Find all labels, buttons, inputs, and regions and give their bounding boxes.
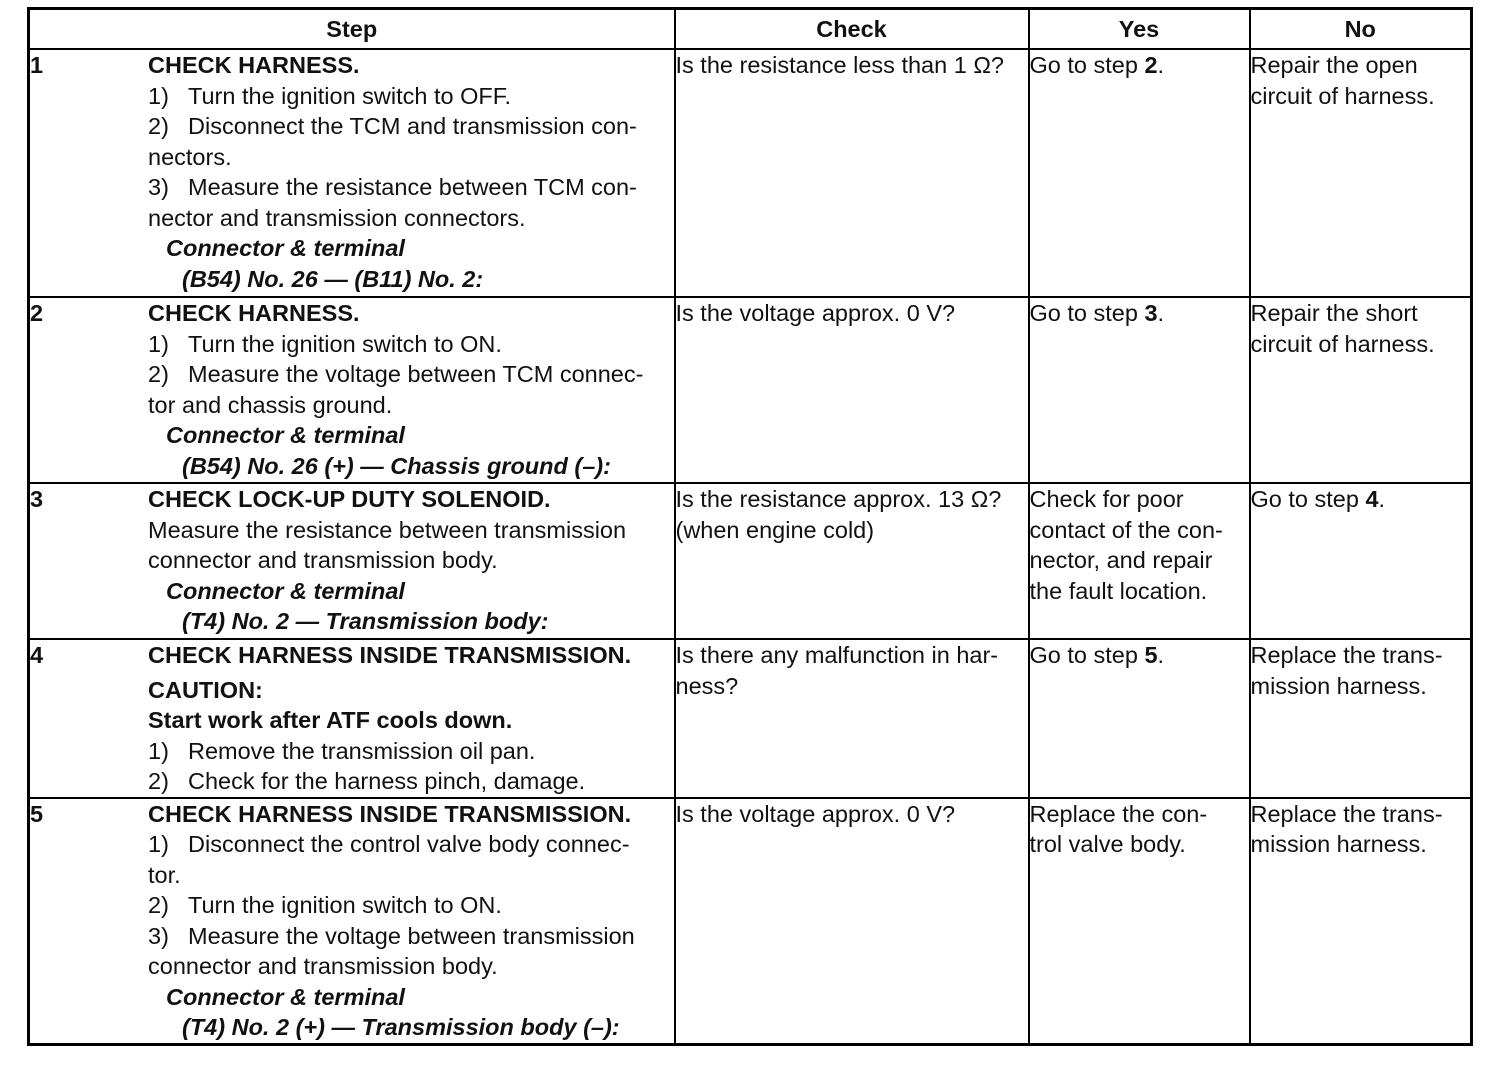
diagnostic-table — [27, 7, 1473, 1046]
yes-cell: Replace the con- trol valve body. — [1029, 798, 1250, 1045]
no-cell: Go to step 4. — [1250, 483, 1472, 639]
instruction-line: 2) Turn the ignition switch to ON. — [148, 892, 502, 918]
header-yes: Yes — [1029, 9, 1250, 50]
table-row — [29, 483, 1472, 639]
instruction-line: nector and transmission connectors. — [148, 204, 526, 231]
instruction-line: Measure the resistance between transmission — [148, 516, 627, 543]
step-number: 4 — [30, 642, 44, 668]
instruction-line: connector and transmission body. — [148, 547, 498, 573]
header-no: No — [1250, 9, 1472, 50]
yes-cell: Go to step 2. — [1029, 49, 1250, 297]
step-cell — [29, 49, 675, 297]
connector-spec: (T4) No. 2 — Transmission body: — [182, 608, 549, 634]
yes-cell: Check for poor contact of the con- nector, and repair the fault location. — [1029, 483, 1250, 639]
no-cell: Repair the short circuit of harness. — [1250, 297, 1472, 483]
check-cell: Is the resistance less than 1 Ω? — [675, 49, 1029, 297]
header-check: Check — [675, 9, 1029, 50]
instruction-line: nectors. — [148, 143, 232, 170]
instruction-line: 2) Disconnect the TCM and transmission con- — [148, 113, 637, 139]
check-cell: Is the resistance approx. 13 Ω? (when engine cold) — [675, 483, 1029, 639]
instruction-line: 3) Measure the voltage between transmission — [148, 922, 635, 949]
table-row — [29, 798, 1472, 1045]
check-cell: Is the voltage approx. 0 V? — [675, 297, 1029, 483]
connector-spec: (T4) No. 2 (+) — Transmission body (–): — [182, 1014, 620, 1040]
yes-cell: Go to step 5. — [1029, 639, 1250, 798]
instruction-line: tor. — [148, 861, 181, 888]
caution-text: Start work after ATF cools down. — [148, 707, 513, 733]
no-cell: Replace the trans- mission harness. — [1250, 639, 1472, 798]
step-title: CHECK LOCK-UP DUTY SOLENOID. — [148, 486, 551, 512]
connector-terminal-label: Connector & terminal — [166, 235, 405, 261]
step-title: CHECK HARNESS INSIDE TRANSMISSION. — [148, 800, 632, 827]
connector-spec: (B54) No. 26 — (B11) No. 2: — [182, 265, 484, 292]
step-cell — [29, 297, 675, 483]
instruction-line: 1) Turn the ignition switch to ON. — [148, 330, 502, 357]
step-number: 5 — [30, 800, 44, 827]
instruction-line: 1) Turn the ignition switch to OFF. — [148, 82, 512, 109]
instruction-line: 1) Remove the transmission oil pan. — [148, 737, 536, 764]
instruction-line: connector and transmission body. — [148, 953, 498, 979]
instruction-line: 1) Disconnect the control valve body connec- — [148, 831, 630, 857]
yes-cell: Go to step 3. — [1029, 297, 1250, 483]
step-number: 3 — [30, 486, 44, 512]
check-cell: Is the voltage approx. 0 V? — [675, 798, 1029, 1045]
step-cell — [29, 639, 675, 798]
table-row — [29, 49, 1472, 297]
step-number: 2 — [30, 300, 44, 326]
connector-terminal-label: Connector & terminal — [166, 422, 405, 448]
caution-label: CAUTION: — [148, 676, 263, 703]
step-cell — [29, 483, 675, 639]
connector-terminal-label: Connector & terminal — [166, 983, 405, 1010]
check-cell: Is there any malfunction in har- ness? — [675, 639, 1029, 798]
no-cell: Replace the trans- mission harness. — [1250, 798, 1472, 1045]
step-number: 1 — [30, 52, 44, 78]
connector-terminal-label: Connector & terminal — [166, 577, 405, 604]
header-step: Step — [29, 9, 675, 50]
step-title: CHECK HARNESS. — [148, 52, 360, 78]
header-row — [29, 9, 1472, 50]
step-title: CHECK HARNESS INSIDE TRANSMISSION. — [148, 642, 632, 668]
instruction-line: 2) Check for the harness pinch, damage. — [148, 768, 586, 794]
instruction-line: 2) Measure the voltage between TCM connec- — [148, 361, 644, 387]
instruction-line: 3) Measure the resistance between TCM con- — [148, 174, 637, 200]
step-cell — [29, 798, 675, 1045]
connector-spec: (B54) No. 26 (+) — Chassis ground (–): — [182, 452, 611, 479]
no-cell: Repair the open circuit of harness. — [1250, 49, 1472, 297]
step-title: CHECK HARNESS. — [148, 300, 360, 326]
table-row — [29, 297, 1472, 483]
table-row — [29, 639, 1472, 798]
instruction-line: tor and chassis ground. — [148, 391, 393, 418]
